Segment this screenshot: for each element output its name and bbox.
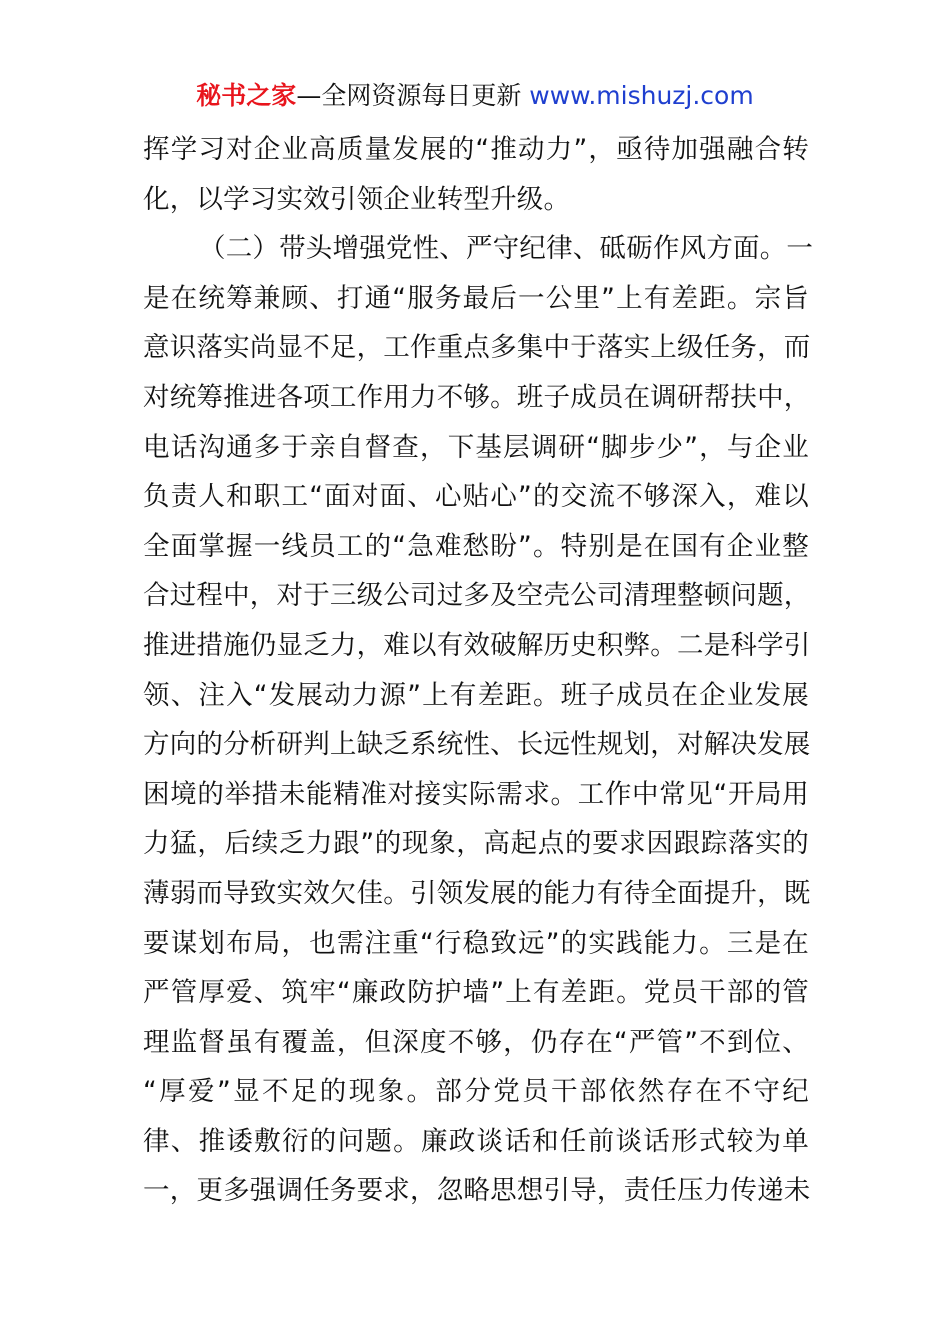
text-line: 要谋划布局，也需注重“行稳致远”的实践能力。三是在 [143, 927, 809, 959]
text-line: 合过程中，对于三级公司过多及空壳公司清理整顿问题， [143, 580, 811, 612]
text-line: 全面掌握一线员工的“急难愁盼”。特别是在国有企业整 [143, 530, 809, 562]
text-line: 律、推诿敷衍的问题。廉政谈话和任前谈话形式较为单 [143, 1125, 809, 1157]
site-header [0, 78, 950, 114]
section-heading-line: （二）带头增强党性、严守纪律、砥砺作风方面。一 [199, 233, 814, 265]
text-line: 挥学习对企业高质量发展的“推动力”，亟待加强融合转 [143, 134, 809, 165]
text-line: 方向的分析研判上缺乏系统性、长远性规划，对解决发展 [143, 729, 811, 761]
text-line: 电话沟通多于亲自督查，下基层调研“脚步少”，与企业 [143, 431, 809, 463]
text-line: 是在统筹兼顾、打通“服务最后一公里”上有差距。宗旨 [143, 282, 809, 314]
text-line: 化，以学习实效引领企业转型升级。 [143, 183, 571, 215]
site-url-link[interactable]: www.mishuzj.com [529, 81, 754, 110]
text-line: 推进措施仍显乏力，难以有效破解历史积弊。二是科学引 [143, 629, 811, 661]
text-line: 薄弱而导致实效欠佳。引领发展的能力有待全面提升，既 [143, 877, 811, 909]
text-line: 领、注入“发展动力源”上有差距。班子成员在企业发展 [143, 679, 809, 711]
text-line: 意识落实尚显不足，工作重点多集中于落实上级任务，而 [143, 332, 811, 364]
site-tagline: —全网资源每日更新 [296, 81, 522, 110]
text-line: 一，更多强调任务要求，忽略思想引导，责任压力传递未 [143, 1175, 811, 1207]
text-line: 力猛，后续乏力跟”的现象，高起点的要求因跟踪落实的 [143, 828, 809, 860]
text-line: 负责人和职工“面对面、心贴心”的交流不够深入，难以 [143, 481, 809, 513]
text-line: “厚爱”显不足的现象。部分党员干部依然存在不守纪 [143, 1076, 809, 1108]
document-body [143, 125, 814, 1216]
text-line: 严管厚爱、筑牢“廉政防护墙”上有差距。党员干部的管 [143, 977, 809, 1009]
text-line: 理监督虽有覆盖，但深度不够，仍存在“严管”不到位、 [143, 1026, 809, 1058]
text-line: 困境的举措未能精准对接实际需求。工作中常见“开局用 [143, 778, 809, 810]
text-line: 对统筹推进各项工作用力不够。班子成员在调研帮扶中， [143, 381, 811, 413]
site-brand: 秘书之家 [196, 81, 297, 110]
